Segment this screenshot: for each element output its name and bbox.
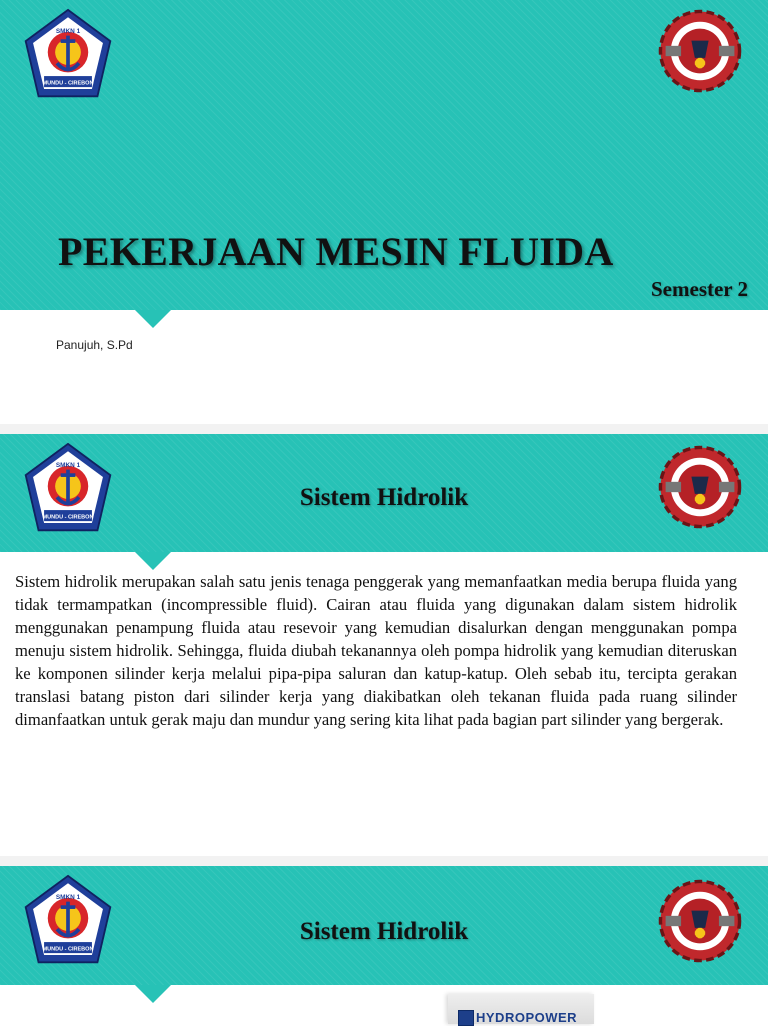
slide-title-page bbox=[0, 0, 768, 424]
slide-body-text: Sistem hidrolik merupakan salah satu jenis tenaga penggerak yang memanfaatkan media berupa fluida yang tidak termampatkan (incompressible fluid). Cairan atau fluida yang digunakan dalam sistem hidrolik menggunakan penampung fluida atau resevoir yang kemudian disalurkan dengan menggunakan pompa menuju sistem hidrolik. Sehingga, fluida diubah tekanannya oleh pompa hidrolik yang kemudian diteruskan ke komponen silinder kerja melalui pipa-pipa saluran dan katup-katup. Oleh sebab itu, tercipta gerakan translasi batang piston dari silinder kerja yang diakibatkan oleh tekanan fluida pada ruang silinder dimanfaatkan untuk gerak maju dan mundur yang sering kita lihat pada bagian part silinder yang bergerak. bbox=[15, 572, 737, 729]
slide-title: Sistem Hidrolik bbox=[299, 484, 469, 511]
semester-label: Semester 2 bbox=[651, 277, 748, 301]
band-notch bbox=[135, 552, 171, 570]
band-notch bbox=[135, 310, 171, 328]
slide-separator bbox=[0, 424, 768, 434]
presentation-title: PEKERJAAN MESIN FLUIDA bbox=[58, 229, 614, 274]
slide-sistem-hidrolik-text bbox=[0, 434, 768, 856]
slide-separator bbox=[0, 856, 768, 866]
author-name: Panujuh, S.Pd bbox=[56, 338, 133, 352]
school-emblem-top-text: SMKN 1 bbox=[55, 461, 81, 469]
school-emblem-top-text: SMKN 1 bbox=[55, 893, 81, 901]
hydropower-product-image bbox=[448, 994, 594, 1024]
school-emblem-top-text: SMKN 1 bbox=[55, 27, 81, 35]
department-gear-emblem-icon bbox=[657, 8, 743, 94]
school-emblem-icon bbox=[22, 8, 114, 100]
hydropower-image-label: HYDROPOWER bbox=[476, 1010, 578, 1025]
slide-title: Sistem Hidrolik bbox=[299, 918, 469, 945]
slide-sistem-hidrolik-image bbox=[0, 866, 768, 1024]
band-notch bbox=[135, 985, 171, 1003]
school-emblem-bottom-text: MUNDU - CIREBON bbox=[42, 946, 94, 953]
school-emblem-bottom-text: MUNDU - CIREBON bbox=[42, 514, 94, 521]
school-emblem-bottom-text: MUNDU - CIREBON bbox=[42, 80, 94, 87]
